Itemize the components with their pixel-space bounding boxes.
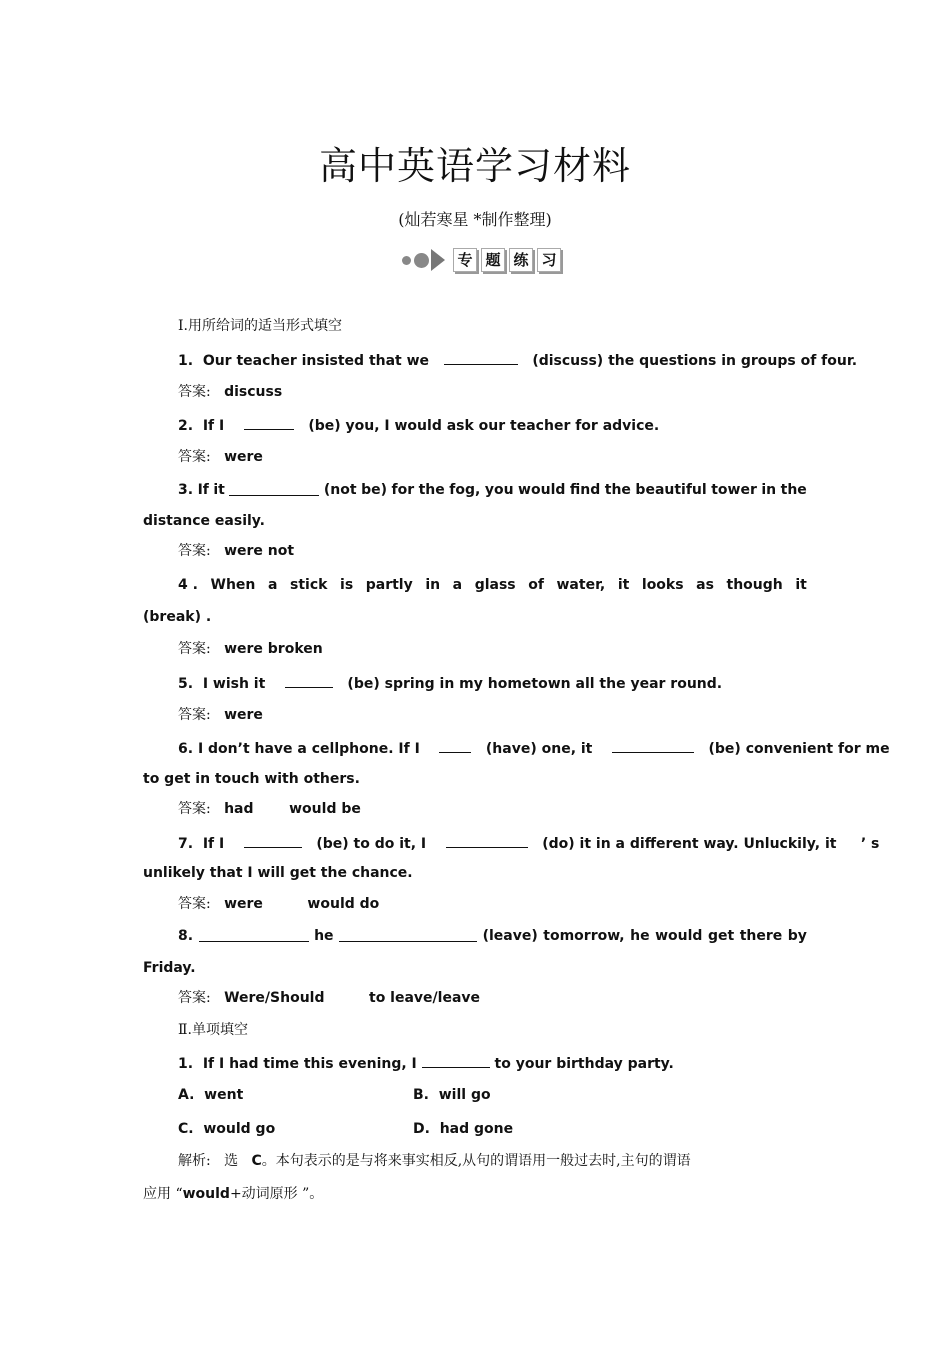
answer-label: 答案: <box>178 641 211 657</box>
answer-line <box>178 638 323 658</box>
question-word: as <box>696 577 714 593</box>
answer-line <box>178 540 294 560</box>
answer-blank <box>199 928 309 942</box>
analysis-text: 。本句表示的是与将来事实相反,从句的谓语用一般过去时,主句的谓语 <box>261 1153 691 1169</box>
dot-icon <box>402 256 411 265</box>
dot-icon <box>414 253 429 268</box>
question-number: 1. <box>178 353 194 369</box>
answer-label: 答案: <box>178 990 211 1006</box>
question-text: to your birthday party. <box>494 1056 674 1072</box>
answer-blank <box>444 351 518 365</box>
question-8 <box>178 928 807 944</box>
question-word: water, <box>556 577 606 593</box>
question-text: I don’t have a cellphone. If I <box>197 741 420 757</box>
question-text: (be) to do it, I <box>316 836 427 852</box>
question-word: When <box>210 577 256 593</box>
question-word: a <box>452 577 463 593</box>
answer-value: would be <box>289 801 361 817</box>
answer-label: 答案: <box>178 384 211 400</box>
answer-line <box>178 446 263 466</box>
question-word: get <box>707 928 735 944</box>
answer-value: were not <box>224 543 295 559</box>
question-7 <box>178 834 879 852</box>
question-word: of <box>528 577 544 593</box>
question-4 <box>178 577 807 593</box>
answer-blank <box>339 928 477 942</box>
question-word: is <box>340 577 354 593</box>
question-word: 4 . <box>178 577 198 593</box>
question-word: though <box>726 577 783 593</box>
question-2 <box>178 416 659 434</box>
question-word: he <box>314 928 334 944</box>
question-word: beautiful <box>635 482 707 498</box>
analysis-line-2 <box>143 1183 323 1203</box>
question-word: would <box>655 928 703 944</box>
answer-label: 答案: <box>178 896 211 912</box>
option-a <box>178 1087 243 1103</box>
answer-value: were <box>224 896 263 912</box>
question-word: the <box>604 482 631 498</box>
question-number: 6. <box>178 741 194 757</box>
question-text: (have) one, it <box>485 741 593 757</box>
question-continuation: distance easily. <box>143 513 265 529</box>
answer-blank <box>244 834 302 848</box>
answer-value: were <box>224 707 263 723</box>
question-word: be) <box>361 482 387 498</box>
answer-blank <box>446 834 528 848</box>
analysis-text: would <box>182 1186 230 1202</box>
answer-value: Were/Should <box>224 990 325 1006</box>
question-text: (discuss) the questions in groups of four. <box>532 353 858 369</box>
option-letter: C. <box>178 1121 194 1137</box>
option-text: had gone <box>439 1121 514 1137</box>
question-word: fog, <box>449 482 481 498</box>
question-word: stick <box>290 577 328 593</box>
option-c <box>178 1121 275 1137</box>
answer-blank <box>422 1054 490 1068</box>
option-d <box>413 1121 513 1137</box>
answer-value: had <box>224 801 254 817</box>
answer-blank <box>229 482 319 496</box>
option-letter: B. <box>413 1087 429 1103</box>
section2-heading: Ⅱ.单项填空 <box>178 1022 248 1038</box>
question-text: I wish it <box>202 676 266 692</box>
question-word: by <box>787 928 807 944</box>
question-word: you <box>484 482 514 498</box>
question-word: If <box>197 482 209 498</box>
analysis-line <box>178 1150 691 1170</box>
question-6 <box>178 739 890 757</box>
question-word: it <box>617 577 630 593</box>
option-letter: D. <box>413 1121 430 1137</box>
question-word: in <box>761 482 777 498</box>
banner-label <box>453 248 561 272</box>
section-banner <box>402 247 561 273</box>
question-text: (do) it in a different way. Unluckily, it <box>542 836 837 852</box>
question-word: looks <box>641 577 684 593</box>
question-text: (be) you, I would ask our teacher for advice. <box>308 418 660 434</box>
question-number: 7. <box>178 836 194 852</box>
question-continuation: unlikely that I will get the chance. <box>143 865 413 881</box>
answer-blank <box>439 739 471 753</box>
answer-line <box>178 798 361 818</box>
answer-line <box>178 987 480 1007</box>
banner-char: 练 <box>509 248 533 272</box>
banner-char: 习 <box>537 248 561 272</box>
answer-line <box>178 704 263 724</box>
analysis-text: 应用 “ <box>143 1186 183 1202</box>
answer-blank <box>244 416 294 430</box>
option-text: will go <box>438 1087 491 1103</box>
question-1 <box>178 351 857 369</box>
answer-value: would do <box>307 896 380 912</box>
arrow-icon <box>431 249 445 271</box>
analysis-choice: C <box>251 1153 262 1169</box>
question-3: 3. If it (not be) for the fog, you would find the beautiful tower in the <box>178 482 807 498</box>
question-text: If I had time this evening, I <box>202 1056 417 1072</box>
question-word: would <box>518 482 566 498</box>
question-word: it <box>213 482 225 498</box>
answer-label: 答案: <box>178 801 211 817</box>
question-word: in <box>425 577 441 593</box>
answer-label: 答案: <box>178 707 211 723</box>
question-text: If I <box>202 836 225 852</box>
answer-value: discuss <box>224 384 283 400</box>
question-word: (not <box>323 482 357 498</box>
question-word: tower <box>711 482 757 498</box>
mc-question-1 <box>178 1054 674 1072</box>
option-text: went <box>204 1087 244 1103</box>
option-b <box>413 1087 491 1103</box>
question-5 <box>178 674 722 692</box>
question-word: for <box>391 482 415 498</box>
question-word: glass <box>474 577 516 593</box>
question-word: tomorrow, <box>543 928 625 944</box>
analysis-text: 选 <box>224 1153 239 1169</box>
question-continuation: (break) . <box>143 609 212 625</box>
answer-blank <box>285 674 333 688</box>
section1-heading: Ⅰ.用所给词的适当形式填空 <box>178 318 342 334</box>
answer-value: were <box>224 449 263 465</box>
question-text: ’ s <box>860 836 880 852</box>
answer-line <box>178 893 379 913</box>
document-subtitle: (灿若寒星 *制作整理) <box>398 210 552 229</box>
question-text: (be) spring in my hometown all the year round. <box>347 676 723 692</box>
option-letter: A. <box>178 1087 195 1103</box>
answer-label: 答案: <box>178 449 211 465</box>
question-word: find <box>569 482 601 498</box>
document-title: 高中英语学习材料 <box>318 144 631 188</box>
answer-label: 答案: <box>178 543 211 559</box>
question-word: there <box>739 928 783 944</box>
question-word: partly <box>365 577 413 593</box>
answer-value: to leave/leave <box>369 990 481 1006</box>
analysis-text: +动词原形 ”。 <box>229 1186 324 1202</box>
option-text: would go <box>203 1121 276 1137</box>
banner-char: 题 <box>481 248 505 272</box>
question-number: 8. <box>178 928 194 944</box>
answer-blank <box>612 739 694 753</box>
analysis-label: 解析: <box>178 1153 211 1169</box>
answer-line <box>178 381 282 401</box>
question-text: (be) convenient for me <box>708 741 890 757</box>
question-continuation: to get in touch with others. <box>143 771 360 787</box>
question-text: Our teacher insisted that we <box>202 353 430 369</box>
question-number: 2. <box>178 418 194 434</box>
question-word: he <box>630 928 650 944</box>
question-word: a <box>267 577 278 593</box>
question-continuation: Friday. <box>143 960 196 976</box>
question-word: (leave) <box>482 928 538 944</box>
question-number: 5. <box>178 676 194 692</box>
question-word: the <box>780 482 807 498</box>
question-text: If I <box>202 418 225 434</box>
answer-value: were broken <box>224 641 323 657</box>
question-word: the <box>418 482 445 498</box>
question-word: it <box>795 577 807 593</box>
question-number: 1. <box>178 1056 194 1072</box>
banner-char: 专 <box>453 248 477 272</box>
